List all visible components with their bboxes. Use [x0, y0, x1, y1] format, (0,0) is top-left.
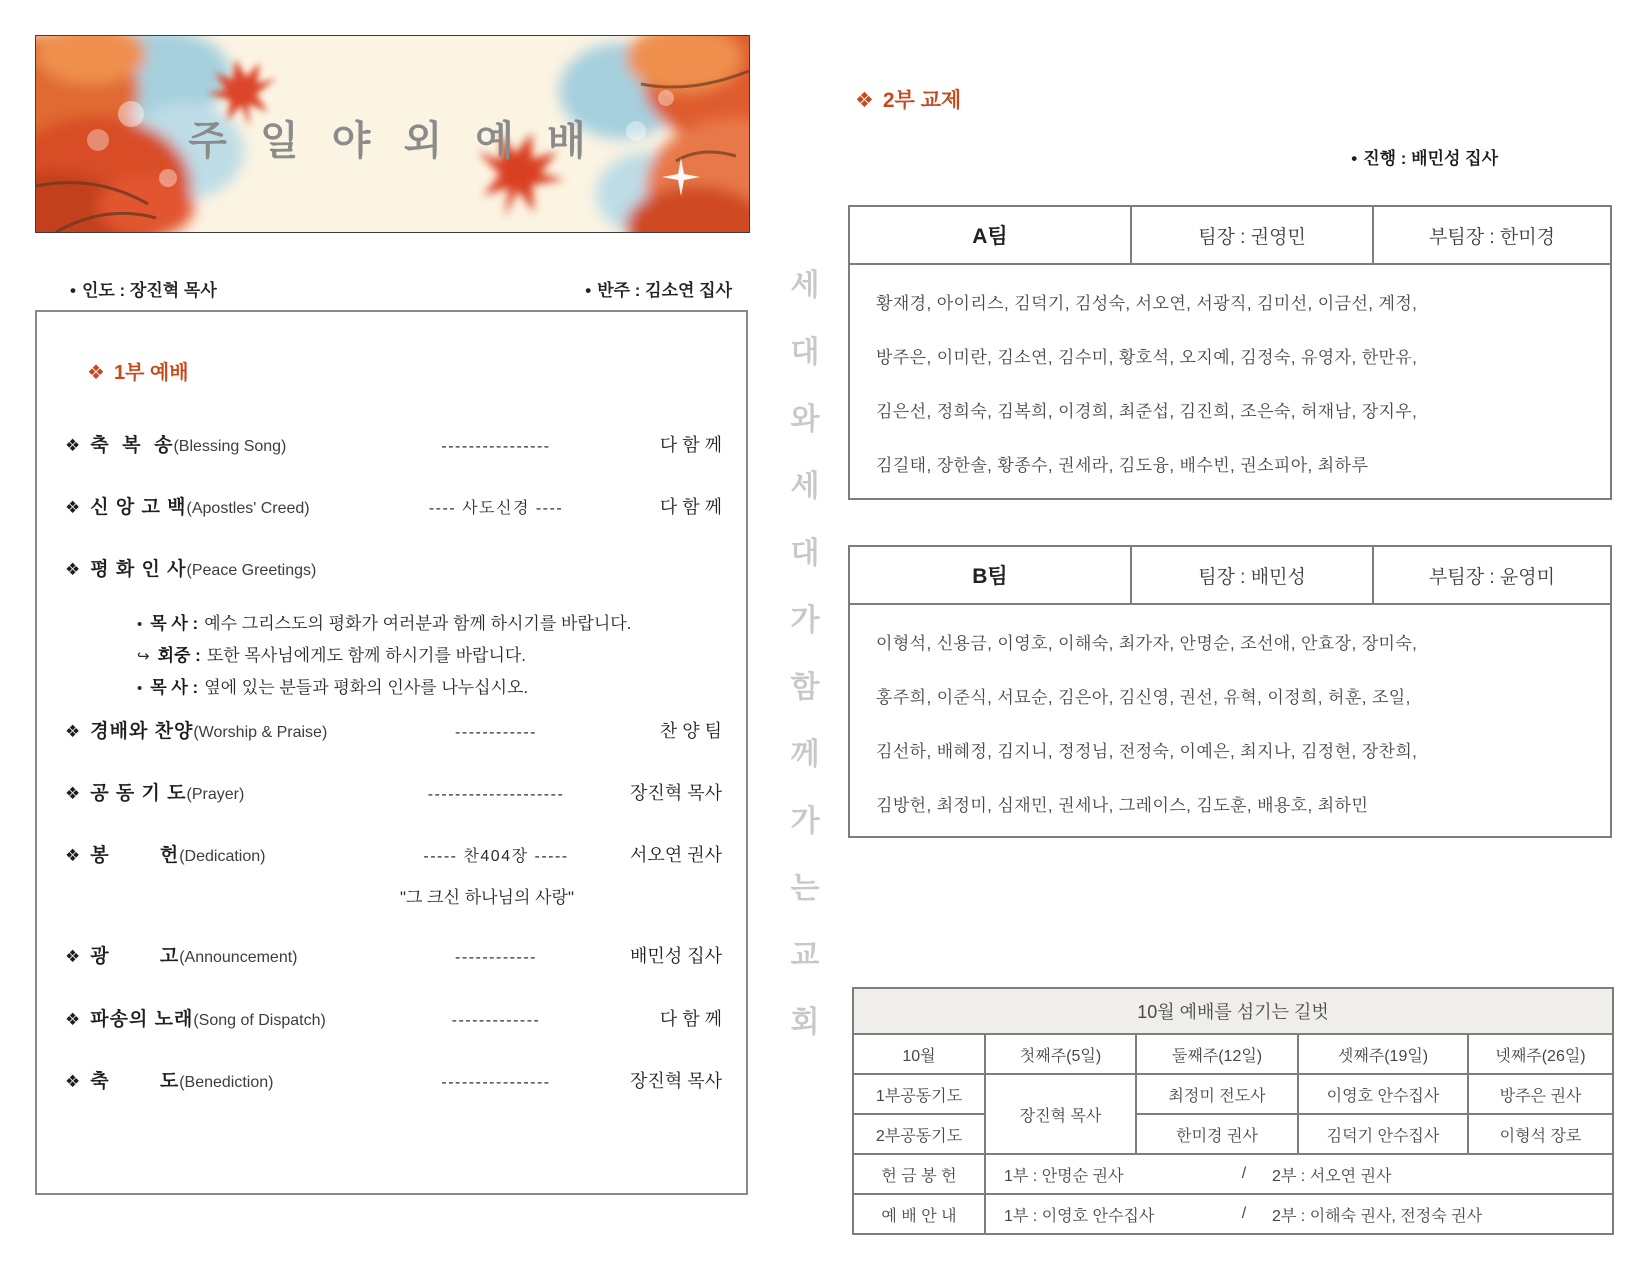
slash-divider: / — [1241, 1205, 1247, 1222]
team-b-members — [850, 605, 1610, 833]
worship-item-dedication — [65, 840, 722, 868]
banner — [35, 35, 750, 233]
speaker-label: 목 사 : — [150, 678, 199, 697]
team-a-name: A팀 — [850, 207, 1132, 263]
worship-leader — [70, 276, 217, 301]
bullet-icon: • — [585, 281, 592, 300]
diamond-icon: ❖ — [65, 436, 81, 455]
part2-host-label: 진행 : 배민성 집사 — [1363, 149, 1498, 168]
item-person: 서오연 권사 — [630, 845, 722, 865]
item-person: 다 함 께 — [659, 1009, 722, 1029]
title-english: (Apostles' Creed) — [186, 500, 310, 517]
team-b-header — [850, 547, 1610, 605]
diamond-icon: ❖ — [65, 784, 81, 803]
bullet-icon: • — [137, 616, 143, 633]
title-korean: 신 앙 고 백 — [90, 497, 187, 518]
watermark-char: 세 — [790, 269, 820, 302]
worship-item-dispatch-song — [65, 1004, 722, 1032]
row-label: 헌 금 봉 헌 — [853, 1154, 985, 1194]
schedule-cell: 한미경 권사 — [1136, 1114, 1298, 1154]
worship-item-title — [65, 778, 395, 805]
team-a-leader: 팀장 : 권영민 — [1132, 207, 1374, 263]
speaker-label: 목 사 : — [150, 614, 199, 633]
part2-heading — [855, 84, 961, 114]
schedule-row-prayer2 — [853, 1114, 1613, 1154]
schedule-row-offering — [853, 1154, 1613, 1194]
slash-divider: / — [1241, 1165, 1247, 1182]
diamond-icon: ❖ — [65, 1072, 81, 1091]
title-english: (Peace Greetings) — [186, 562, 317, 579]
watermark-char: 세 — [790, 470, 820, 503]
diamond-icon: ❖ — [65, 498, 81, 517]
part2-host — [900, 144, 1498, 169]
row-label: 2부공동기도 — [853, 1114, 985, 1154]
guide-part1: 1부 : 이영호 안수집사 — [1004, 1207, 1155, 1225]
item-person: 장진혁 목사 — [630, 783, 722, 803]
team-a-vice-leader: 부팀장 : 한미경 — [1429, 226, 1555, 248]
item-person: 다 함 께 — [659, 497, 722, 517]
team-b-vice-leader: 부팀장 : 윤영미 — [1429, 566, 1555, 588]
banner-title: 주 일 야 외 예 배 — [188, 119, 597, 163]
worship-item-title — [65, 941, 395, 968]
week-header-cell: 넷째주(26일) — [1468, 1034, 1613, 1074]
greeting-line-pastor-1 — [137, 612, 631, 636]
worship-item-peace-greetings — [65, 554, 722, 582]
item-dashes: -------------------- — [427, 786, 565, 803]
member-line: 황재경, 아이리스, 김덕기, 김성숙, 서오연, 서광직, 김미선, 이금선, 계정, — [876, 294, 1418, 313]
title-english: (Song of Dispatch) — [193, 1012, 326, 1029]
offering-part1: 1부 : 안명순 권사 — [1004, 1167, 1124, 1185]
item-person: 다 함 께 — [659, 435, 722, 455]
member-line: 김은선, 정희숙, 김복희, 이경희, 최준섭, 김진희, 조은숙, 허재남, 장지우, — [876, 402, 1418, 421]
october-schedule — [852, 987, 1614, 1235]
member-line: 김길태, 장한솔, 황종수, 권세라, 김도융, 배수빈, 권소피아, 최하루 — [876, 456, 1369, 475]
accompanist-label: 반주 : 김소연 집사 — [597, 281, 732, 300]
diamond-icon: ❖ — [65, 560, 81, 579]
watermark-char: 대 — [790, 537, 820, 570]
title-english: (Prayer) — [186, 786, 245, 803]
worship-item-title — [65, 1066, 395, 1093]
item-dashes: ------------ — [455, 724, 537, 741]
diamond-icon: ❖ — [87, 362, 105, 384]
part1-heading-label: 1부 예배 — [113, 362, 189, 384]
diamond-icon: ❖ — [65, 722, 81, 741]
worship-item-benediction — [65, 1066, 722, 1094]
part1-heading — [87, 356, 189, 385]
item-dashes: ---- 사도신경 ---- — [428, 500, 564, 517]
guide-part2: 2부 : 이해숙 권사, 전정숙 권사 — [1272, 1207, 1483, 1225]
title-english: (Dedication) — [179, 848, 266, 865]
accompanist — [585, 276, 732, 301]
team-a-members — [850, 265, 1610, 493]
schedule-cell: 장진혁 목사 — [985, 1074, 1136, 1154]
member-line: 김선하, 배혜정, 김지니, 정정님, 전정숙, 이예은, 최지나, 김정현, 장찬희, — [876, 742, 1418, 761]
week-header-cell: 둘째주(12일) — [1136, 1034, 1298, 1074]
title-english: (Benediction) — [179, 1074, 274, 1091]
schedule-row-guide — [853, 1194, 1613, 1234]
schedule-cell: 이형석 장로 — [1468, 1114, 1613, 1154]
item-person: 찬 양 팀 — [659, 721, 722, 741]
offering-servants — [986, 1163, 1612, 1186]
worship-item-title — [65, 492, 395, 519]
title-korean: 파송의 노래 — [90, 1009, 194, 1030]
greeting-line-congregation — [137, 644, 526, 668]
watermark-char: 가 — [790, 805, 820, 838]
schedule-title: 10월 예배를 섬기는 길벗 — [853, 988, 1613, 1034]
team-a-table — [848, 205, 1612, 500]
leaders-line — [35, 276, 748, 301]
watermark-char: 대 — [790, 336, 820, 369]
title-korean: 축 복 송 — [90, 435, 174, 456]
item-dashes: ----- 찬404장 ----- — [423, 848, 569, 865]
schedule-week-row — [853, 1034, 1613, 1074]
watermark-char: 와 — [790, 403, 820, 436]
team-b-leader: 팀장 : 배민성 — [1132, 547, 1374, 603]
week-header-cell: 셋째주(19일) — [1298, 1034, 1468, 1074]
part1-order-box — [35, 310, 748, 1195]
week-header-cell: 10월 — [853, 1034, 985, 1074]
watermark-char: 회 — [790, 1006, 820, 1039]
watermark-char: 교 — [790, 939, 820, 972]
schedule-table — [852, 987, 1614, 1235]
worship-item-title — [65, 430, 395, 457]
diamond-icon: ❖ — [65, 947, 81, 966]
arrow-icon: ↪ — [137, 648, 150, 665]
diamond-icon: ❖ — [65, 846, 81, 865]
member-line: 방주은, 이미란, 김소연, 김수미, 황호석, 오지예, 김정숙, 유영자, 한만유, — [876, 348, 1418, 367]
worship-leader-label: 인도 : 장진혁 목사 — [81, 281, 217, 300]
greeting-text: 옆에 있는 분들과 평화의 인사를 나누십시오. — [204, 678, 529, 697]
watermark-char: 께 — [790, 738, 820, 771]
title-korean: 경배와 찬양 — [90, 721, 194, 742]
item-person: 배민성 집사 — [630, 946, 722, 966]
schedule-cell: 방주은 권사 — [1468, 1074, 1613, 1114]
schedule-row-prayer1 — [853, 1074, 1613, 1114]
greeting-text: 또한 목사님에게도 함께 하시기를 바랍니다. — [206, 646, 527, 665]
worship-item-prayer — [65, 778, 722, 806]
diamond-icon: ❖ — [65, 1010, 81, 1029]
part2-heading-label: 2부 교제 — [882, 89, 962, 112]
member-line: 김방헌, 최정미, 심재민, 권세나, 그레이스, 김도훈, 배용호, 최하민 — [876, 796, 1369, 815]
title-korean: 봉 헌 — [90, 845, 180, 866]
worship-item-title — [65, 840, 395, 867]
diamond-icon: ❖ — [855, 89, 874, 112]
title-korean: 공 동 기 도 — [90, 783, 187, 804]
row-label: 1부공동기도 — [853, 1074, 985, 1114]
offering-part2: 2부 : 서오연 권사 — [1272, 1167, 1392, 1185]
team-b-name: B팀 — [850, 547, 1132, 603]
title-english: (Worship & Praise) — [193, 724, 328, 741]
item-dashes: ------------ — [455, 949, 537, 966]
schedule-cell — [985, 1194, 1613, 1234]
worship-item-praise — [65, 716, 722, 744]
schedule-cell: 최정미 전도사 — [1136, 1074, 1298, 1114]
title-korean: 평 화 인 사 — [90, 559, 187, 580]
greeting-text: 예수 그리스도의 평화가 여러분과 함께 하시기를 바랍니다. — [204, 614, 632, 633]
bullet-icon: • — [137, 680, 143, 697]
title-english: (Announcement) — [179, 949, 298, 966]
bullet-icon: • — [1351, 149, 1358, 168]
dedication-song-title: "그 크신 하나님의 사랑" — [399, 888, 575, 907]
row-label: 예 배 안 내 — [853, 1194, 985, 1234]
schedule-cell: 김덕기 안수집사 — [1298, 1114, 1468, 1154]
title-english: (Blessing Song) — [173, 438, 287, 455]
watermark-char: 가 — [790, 604, 820, 637]
item-dashes: ---------------- — [441, 1074, 551, 1091]
schedule-cell — [985, 1154, 1613, 1194]
item-dashes: ------------- — [451, 1012, 541, 1029]
team-b-table — [848, 545, 1612, 838]
worship-item-announcement — [65, 941, 722, 969]
title-korean: 광 고 — [90, 946, 180, 967]
vertical-watermark — [784, 252, 826, 1056]
week-header-cell: 첫째주(5일) — [985, 1034, 1136, 1074]
watermark-char: 는 — [790, 872, 820, 905]
member-line: 이형석, 신용금, 이영호, 이해숙, 최가자, 안명순, 조선애, 안효장, 장미숙, — [876, 634, 1418, 653]
worship-item-blessing-song — [65, 430, 722, 458]
member-line: 홍주희, 이준식, 서묘순, 김은아, 김신영, 권선, 유혁, 이정희, 허훈, 조일, — [876, 688, 1411, 707]
worship-item-apostles-creed — [65, 492, 722, 520]
worship-item-title — [65, 554, 395, 581]
bullet-icon: • — [70, 281, 76, 300]
worship-item-title — [65, 716, 395, 743]
speaker-label: 회중 : — [157, 646, 201, 665]
worship-item-title — [65, 1004, 395, 1031]
schedule-cell: 이영호 안수집사 — [1298, 1074, 1468, 1114]
item-dashes: ---------------- — [441, 438, 551, 455]
guide-servants — [986, 1203, 1612, 1226]
title-korean: 축 도 — [90, 1071, 180, 1092]
watermark-char: 함 — [790, 671, 820, 704]
team-a-header — [850, 207, 1610, 265]
greeting-line-pastor-2 — [137, 676, 528, 700]
item-person: 장진혁 목사 — [630, 1071, 722, 1091]
